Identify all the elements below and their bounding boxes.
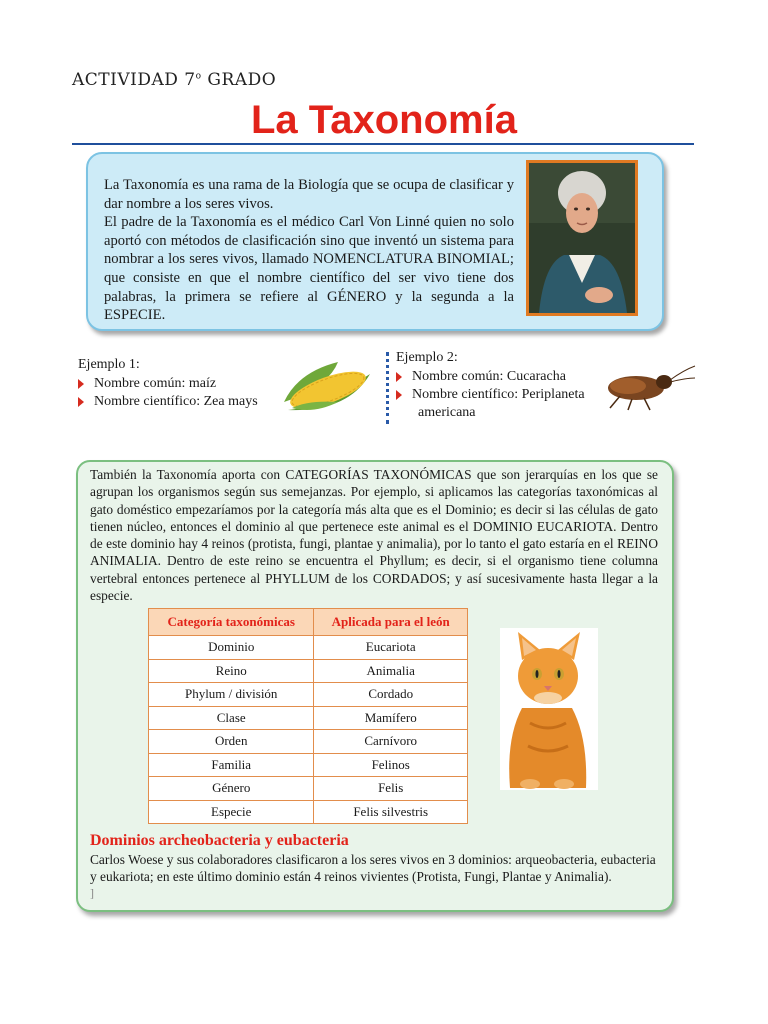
table-header-applied: Aplicada para el león xyxy=(314,609,468,636)
table-cell: Eucariota xyxy=(314,636,468,660)
table-cell: Clase xyxy=(149,706,314,730)
cockroach-image xyxy=(600,360,696,412)
bullet-icon xyxy=(78,397,84,407)
intro-text xyxy=(104,176,514,325)
table-cell: Felis xyxy=(314,777,468,801)
kitten-image xyxy=(500,628,598,790)
example-2-scientific-name-line2: americana xyxy=(418,405,476,420)
table-row xyxy=(149,730,468,754)
example-2-scientific-name-line1: Nombre científico: Periplaneta xyxy=(412,387,585,402)
taxonomic-categories-paragraph: También la Taxonomía aporta con CATEGORÍAS TAXONÓMICAS que son jerarquías en los que se agrupan los organismos según sus semejanzas. Por ejemplo, si aplicamos las categorías taxonómicas al gato doméstico empezaríamos por la categoría más alta que es el Dominio; es decir si las células de gato tienen núcleo, entonces el dominio al que pertenece este animal es el DOMINIO EUCARIOTA. Dentro de este dominio hay 4 reinos (protista, fungi, plantae y animalia), por lo tanto el gato estaría en el REINO ANIMALIA. Dentro de este reino se encuentra el Phyllum; es decir, si el organismo tiene columna vertebral entonces pertenece al PHYLLUM de los CORDADOS; y así sucesivamente hasta llegar a la especie. xyxy=(90,467,658,604)
page-title: La Taxonomía xyxy=(251,98,517,142)
taxonomy-table xyxy=(148,608,468,824)
activity-heading xyxy=(72,70,276,90)
example-1-scientific-name: Nombre científico: Zea mays xyxy=(94,394,258,409)
example-2-title: Ejemplo 2: xyxy=(396,350,458,365)
table-cell: Dominio xyxy=(149,636,314,660)
examples-separator xyxy=(386,352,389,424)
table-header-row xyxy=(149,609,468,636)
table-cell: Felis silvestris xyxy=(314,800,468,824)
activity-suffix: GRADO xyxy=(201,70,277,90)
intro-paragraph-2: El padre de la Taxonomía es el médico Carl Von Linné quien no solo aportó con métodos de clasificación sino que inventó un sistema para nombrar a los seres vivos, llamado NOMENCLATURA BINOMIAL; que consiste en que el nombre científico del ser vivo tiene dos palabras, la primera se refiere al GÉNERO y la segunda a la ESPECIE. xyxy=(104,214,514,324)
table-row xyxy=(149,636,468,660)
bullet-icon xyxy=(396,372,402,382)
example-1-title: Ejemplo 1: xyxy=(78,357,140,372)
table-row xyxy=(149,777,468,801)
bullet-icon xyxy=(78,379,84,389)
table-cell: Género xyxy=(149,777,314,801)
linnaeus-portrait xyxy=(526,160,638,316)
title-underline xyxy=(72,143,694,145)
table-cell: Especie xyxy=(149,800,314,824)
list-item xyxy=(78,375,258,393)
list-item xyxy=(78,393,258,411)
domains-heading: Dominios archeobacteria y eubacteria xyxy=(90,832,349,849)
table-cell: Felinos xyxy=(314,753,468,777)
table-row xyxy=(149,706,468,730)
table-header-category: Categoría taxonómicas xyxy=(149,609,314,636)
table-cell: Orden xyxy=(149,730,314,754)
activity-prefix: ACTIVIDAD 7 xyxy=(72,70,196,90)
activity-grade-superscript: o xyxy=(195,71,202,82)
example-1-list xyxy=(78,375,258,411)
table-row xyxy=(149,800,468,824)
trailing-bracket: ] xyxy=(90,886,94,900)
example-1-common-name: Nombre común: maíz xyxy=(94,376,217,391)
table-cell: Reino xyxy=(149,659,314,683)
table-cell: Carnívoro xyxy=(314,730,468,754)
table-cell: Animalia xyxy=(314,659,468,683)
table-cell: Cordado xyxy=(314,683,468,707)
table-row xyxy=(149,753,468,777)
domains-paragraph: Carlos Woese y sus colaboradores clasificaron a los seres vivos en 3 dominios: arqueobacteria, eubacteria y eukariota; en este último dominio están 4 reinos vivientes (Protista, Fungi, Plantae y Animalia). xyxy=(90,852,656,885)
example-2-list xyxy=(396,368,585,422)
table-cell: Familia xyxy=(149,753,314,777)
list-item xyxy=(396,368,585,386)
list-item xyxy=(396,386,585,404)
table-row xyxy=(149,683,468,707)
table-cell: Phylum / división xyxy=(149,683,314,707)
table-row xyxy=(149,659,468,683)
table-cell: Mamífero xyxy=(314,706,468,730)
corn-cob-image xyxy=(278,352,374,416)
example-2-common-name: Nombre común: Cucaracha xyxy=(412,369,566,384)
bullet-icon xyxy=(396,390,402,400)
intro-paragraph-1: La Taxonomía es una rama de la Biología que se ocupa de clasificar y dar nombre a los seres vivos. xyxy=(104,177,514,212)
